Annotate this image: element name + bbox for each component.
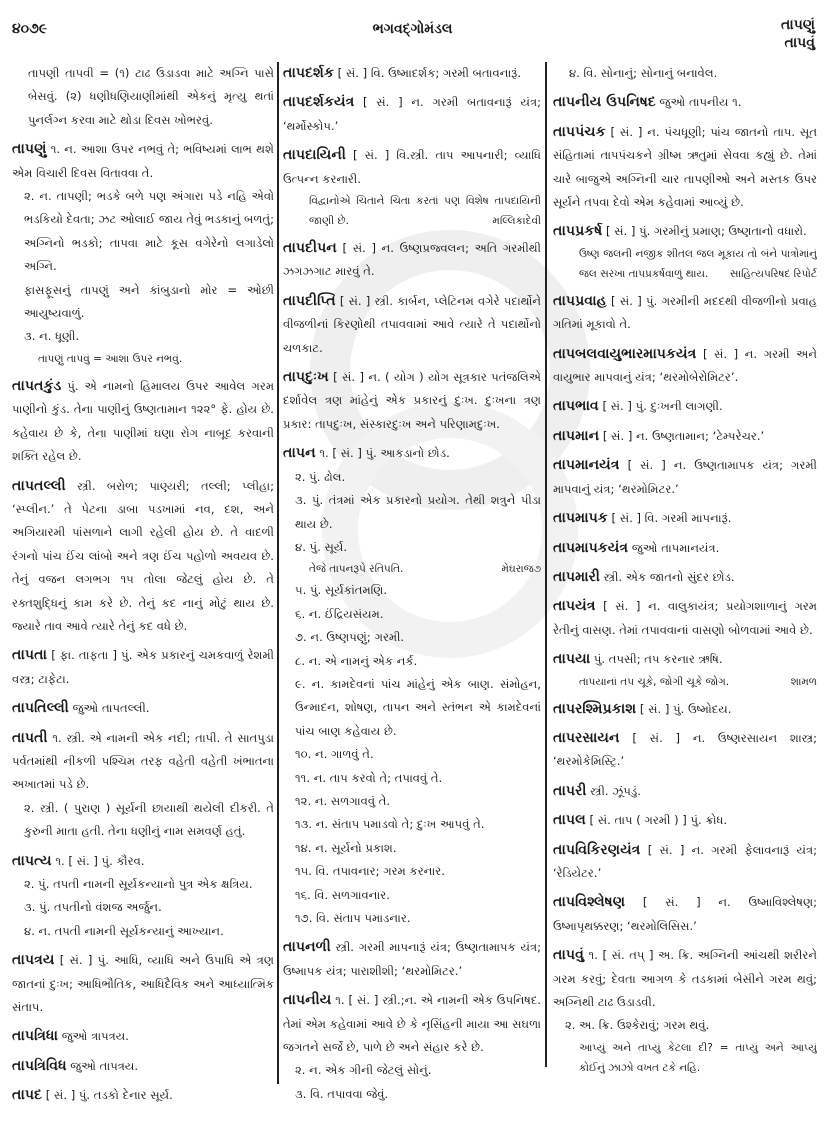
entry-sense: ૯. ન. કામદેવનાં પાંચ માંહેનું એક બાણ. સંમોહન, ઉન્માદન, શોષણ, તાપન અને સ્તંભન એ કામદેવનાં પાંચ બાણ કહેવાય છે. <box>295 676 541 738</box>
entry-headword: તાપતા <box>12 647 47 664</box>
entry-sense: ૨. પું. તપતી નામની સૂર્યકન્યાનો પુત્ર એક ક્ષત્રિય. <box>24 877 253 891</box>
entry-text: જુઓ તાપતલ્લી. <box>72 701 150 716</box>
entry-text: [ સં. ] ન. ઉષ્ણતામાપક યંત્ર; ગરમી માપવાનું યંત્ર; ‘થરમોમિટર.’ <box>553 458 817 496</box>
entry-text: [ સં. ] વિ. ગરમી માપનારૂં. <box>611 511 732 526</box>
dictionary-entry <box>12 1084 274 1102</box>
entry-definition <box>553 290 817 337</box>
dictionary-entry <box>553 454 817 501</box>
entry-definition <box>553 780 817 803</box>
entry-headword: તાપમાન <box>553 427 600 444</box>
dictionary-entry <box>283 936 541 983</box>
entry-headword: તાપરશ્મિપ્રકાશ <box>553 700 637 717</box>
dictionary-entry <box>283 237 541 284</box>
entry-headword: તાપણું <box>12 141 47 158</box>
entry-headword: તાપત્ય <box>12 852 52 869</box>
entry-sense: ૩. પું. તંત્રમાં એક પ્રકારનો પ્રયોગ. તેથી શત્રુને પીડા થાય છે. <box>295 493 541 531</box>
entry-headword: તાપભાવ <box>553 398 599 415</box>
entry-definition <box>12 697 274 720</box>
entry-sense: ૩. વિ. તપાવવા જેવું. <box>295 1086 389 1101</box>
entry-headword: તાપનળી <box>283 939 331 956</box>
dictionary-entry <box>553 595 817 642</box>
entry-sense: ૧૫. વિ. તપાવનાર; ગરમ કરનાર. <box>295 864 445 879</box>
dictionary-entry <box>283 989 541 1102</box>
dictionary-entry <box>553 648 817 691</box>
entry-text: સ્ત્રી. ગરમી માપનારૂં યંત્ર; ઉષ્ણતામાપક યંત્ર; ઉષ્માપક યંત્ર; પારાશીશી; ‘થરમોમિટર.’ <box>283 940 541 978</box>
entry-headword: તાપપ્રવાહ <box>553 292 607 309</box>
entry-sense: ૮. ન. એ નામનું એક નર્ક. <box>295 653 418 668</box>
dictionary-entry <box>553 290 817 337</box>
dictionary-entry <box>12 1025 274 1048</box>
entry-text: [ સં. ] ન. ગરમી બતાવનારૂં યંત્ર; ‘થર્મોસ્કોપ.’ <box>283 95 541 133</box>
guide-words <box>781 16 815 52</box>
entry-definition <box>553 343 817 390</box>
entry-definition <box>283 989 541 1059</box>
entry-definition <box>12 644 274 691</box>
entry-definition <box>12 727 274 797</box>
dictionary-entry <box>553 839 817 886</box>
entry-headword: તાપત્રિવિધ <box>12 1057 67 1074</box>
entry-text: જુઓ ત્રાપત્રય. <box>61 1029 129 1044</box>
quotation-source: મેઘરાજ૭ <box>501 563 541 576</box>
dictionary-entry <box>553 698 817 721</box>
entry-sense: ફાસફૂસનું તાપણું અને કાંબુડાનો મોર = ઓછી આયુષ્યવાળું. <box>24 282 274 321</box>
entry-headword: તાપત્રિધા <box>12 1028 59 1045</box>
quotation-source: મલ્લિકાદેવી <box>492 215 541 228</box>
dictionary-entry <box>12 62 274 132</box>
dictionary-entry <box>553 809 817 832</box>
entry-sense: ૨. પું. ઢોલ. <box>295 469 346 484</box>
page-header <box>0 0 825 58</box>
entry-quotation <box>553 672 817 692</box>
column-2 <box>283 62 541 1102</box>
entry-text: [ સં. ] પું. ગરમીનું પ્રમાણ; ઉષ્ણતાનો વધારો. <box>605 224 807 239</box>
entry-text: ૧. ન. આશા ઉપર નભવું તે; ભવિષ્યમાં લાભ થશે એમ વિચારી દિવસ વિતાવવા તે. <box>12 142 274 180</box>
entry-headword: તાપદર્શક <box>283 65 334 81</box>
entry-definition <box>283 366 541 436</box>
entry-text: સ્ત્રી. એક જાતનો સુંદર છોડ. <box>603 569 735 584</box>
entry-definition <box>12 1055 274 1078</box>
entry-sense: ૨. અ. ક્રિ. ઉશ્કેરાવું; ગરમ થવું. <box>565 1018 710 1033</box>
dictionary-entry <box>553 727 817 774</box>
entry-text: [ સં. ] ન. ઉષ્માવિશ્લેષણ; ઉષ્માપૃથક્કરણ; ‘થરમોલિસિસ.’ <box>553 895 817 933</box>
dictionary-entry <box>12 850 274 944</box>
quotation-text: તાપયાનાં તપ ચૂકે, જોગી ચૂકે જોગ. <box>579 675 730 688</box>
entry-sense: ૬. ન. ઈંદ્રિયસંયમ. <box>295 606 384 621</box>
entry-text: જુઓ તાપત્રય. <box>70 1058 139 1073</box>
entry-definition <box>12 138 274 185</box>
entry-sense: ૩. ન. ધૂણી. <box>24 329 80 344</box>
entry-headword: તાપવિશ્લેષણ <box>553 894 626 911</box>
entry-text: [ સં. ] સ્ત્રી. કાર્બન, પ્લેટિનમ વગેરે પદાર્થોને વીજળીનાં કિરણોથી તપાવવામાં આવે ત્યારે તે પદાર્થોનો ચળકાટ. <box>283 293 541 355</box>
dictionary-entry <box>283 290 541 360</box>
entry-definition <box>283 290 541 360</box>
entry-headword: તાપલ <box>553 812 586 829</box>
entry-text: [ સં. ] ન. ઉષ્ણપ્રજ્વલન; અતિ ગરમીથી ઝગઝગાટ મારવું તે. <box>283 241 541 279</box>
entry-headword: તાપદીપ્તિ <box>283 292 336 309</box>
entry-definition <box>283 144 541 191</box>
entry-definition <box>553 566 817 589</box>
entry-definition <box>553 121 817 215</box>
guide-word-last: તાપવું <box>784 35 815 51</box>
dictionary-entry <box>12 697 274 720</box>
dictionary-entry <box>12 644 274 691</box>
quotation-text: તાપણું તાપવું = આશા ઉપર નભવું. <box>38 352 183 365</box>
entry-headword: તાપમાપક <box>553 510 608 527</box>
quotation-source: શામળ <box>790 675 817 688</box>
entry-text: સ્ત્રી. ઝૂંપડું. <box>590 783 641 798</box>
entry-definition <box>12 949 274 1019</box>
entry-text: સ્ત્રી. બરોળ; પાણ્યરી; તલ્લી; પ્લીહા; ‘સ્પ્લીન.’ તે પેટના ડાબા પડખામાં નવ, દશ, અને અગિયારમી પાંસળાને લાગી રહેલી હોય છે. તે વાદળી રંગનો પાંચ ઈંચ લાંબો અને ત્રણ ઈંચ પહોળો અવયવ છે. તેનું વજન લગભગ ૧૫ તોલા જેટલું હોય છે. તે રક્તશુદ્ધિનું કામ કરે છે. તેનું કદ નાનું મોટું થાય છે. જ્યારે તાવ આવે ત્યારે તેનું કદ વધે છે. <box>12 478 274 633</box>
entry-text: [ સં. ] ન. ઉષ્ણરસાયન શાસ્ત્ર; ‘થરમોકેમિસ્ટ્રિ.’ <box>553 730 817 769</box>
entry-headword: તાપપ્રકર્ષ <box>553 223 603 240</box>
dictionary-entry <box>12 375 274 469</box>
entry-sense: ૨. ન. તાપણી; ભડકે બળે પણ અંગારા પડે નહિ એવો ભડકિયો દેવતા; ઝટ ઓલાઈ જાય તેવું ભડકાનું બળતું; અગ્નિનો ભડકો; તાપવા માટે કૂસ વગેરેનો લગાડેલો અગ્નિ. <box>24 189 274 274</box>
dictionary-entry <box>12 138 274 369</box>
column-divider <box>277 62 279 1084</box>
quotation-source: સાહિત્યપરિષદ રિપોર્ટ <box>730 267 817 280</box>
dictionary-entry <box>12 949 274 1019</box>
entry-text: [ સં. ] ન. વાલુકાયંત્ર; પ્રયોગશાળાનું ગરમ રેતીનું વાસણ. તેમાં તપાવવાનાં વાસણો બોળવામાં આવે છે. <box>553 599 817 637</box>
entry-quotation <box>12 349 274 369</box>
entry-text: [ સં. ] વિ. ઉષ્માદર્શક; ગરમી બતાવનારૂં. <box>337 66 522 80</box>
entry-quotation <box>283 559 541 579</box>
entry-text: પું. એ નામનો હિમાલય ઉપર આવેલ ગરમ પાણીનો કુંડ. તેના પાણીનું ઉષ્ણતામાન ૧૨૨° ફે. હોય છે. કહેવાય છે કે, તેના પાણીમાં ઘણા રોગ નાબૂદ કરવાની શક્તિ રહેલ છે. <box>12 378 274 464</box>
entry-headword: તાપતિલ્લી <box>12 700 69 717</box>
dictionary-entry <box>12 727 274 844</box>
entry-sense: ૭. ન. ઉષ્ણપણું; ગરમી. <box>295 630 405 645</box>
entry-headword: તાપયંત્ર <box>553 598 596 615</box>
dictionary-entry <box>553 566 817 589</box>
quotation-text: વિદ્વાનોએ ચિતાને ચિતા કરતાં પણ વિશેષ તાપદાયિની જાણી છે. <box>309 195 541 228</box>
dictionary-entry <box>553 91 817 114</box>
entry-definition <box>283 936 541 983</box>
entry-headword: તાપબલવાયુભારમાપકયંત્ર <box>553 345 697 362</box>
entry-text: [ સં. તાપ ( ગરમી ) ] પું. ક્રોધ. <box>589 813 728 828</box>
page-number: ૪૦૭૯ <box>12 21 48 37</box>
entry-sense: ૧૪. ન. સૂર્યનો પ્રકાશ. <box>295 840 397 855</box>
entry-definition <box>553 727 817 774</box>
entry-text: તાપણી તાપવી = (૧) ટાઢ ઉડાડવા માટે અગ્નિ પાસે બેસવું. (૨) ધણીધણિયાણીમાંથી એકનું મૃત્યુ થતાં પુનર્લગ્ન કરવા માટે થોડા દિવસ ખોભરવું. <box>28 66 274 127</box>
entry-definition <box>12 1084 274 1102</box>
entry-definition <box>553 507 817 530</box>
column-divider <box>545 62 547 1067</box>
entry-definition <box>553 698 817 721</box>
dictionary-entry <box>283 62 541 85</box>
entry-definition <box>553 839 817 886</box>
entry-headword: તાપનીય ઉપનિષદ <box>553 94 656 111</box>
entry-sense: ૧૭. વિ. સંતાપ પમાડનાર. <box>295 911 411 925</box>
entry-definition <box>553 944 817 1014</box>
entry-text: [ સં. ] પું. ગરમીની મદદથી વીજળીનો પ્રવાહ ગતિમાં મૂકાવો તે. <box>553 293 817 332</box>
entry-headword: તાપમાનયંત્ર <box>553 457 620 474</box>
book-title: ભગવદ્ગોમંડલ <box>372 21 453 37</box>
entry-definition <box>283 237 541 284</box>
entry-text: ૧. [ સં. ] પું. કૌરવ. <box>55 853 145 868</box>
entry-headword: તાપરસાયન <box>553 729 620 746</box>
dictionary-entry <box>553 507 817 530</box>
entry-headword: તાપતકુંડ <box>12 377 62 394</box>
dictionary-entry <box>553 537 817 560</box>
entry-definition <box>553 425 817 448</box>
entry-definition <box>553 395 817 418</box>
quotation-text: ઉષ્ણ જલની નજીક શીતલ જલ મૂકાય તો બંને પાત્રોમાંનું જલ સરખા તાપપ્રકર્ષવાળું થાય. <box>579 247 817 280</box>
entry-headword: તાપદર્શકયંત્ર <box>283 94 355 111</box>
entry-sense: ૧૧. ન. તાપ કરવો તે; તપાવવું તે. <box>295 770 443 785</box>
entry-text: ૧. [ સં. તપ્ ] અ. ક્રિ. અગ્નિની આંચથી શરીરને ગરમ કરવું; દેવતા આગળ કે તડકામાં બેસીને ગરમ થવું; અગ્નિથી ટાઢ ઉડાડવી. <box>553 948 817 1009</box>
entry-definition <box>553 91 817 114</box>
guide-word-first: તાપણું <box>780 17 815 33</box>
entry-headword: તાપત્રય <box>12 952 55 969</box>
dictionary-entry <box>12 1055 274 1078</box>
entry-text: પું. તપસી; તપ કરનાર ઋષિ. <box>593 652 723 667</box>
entry-definition <box>553 891 817 938</box>
dictionary-entry <box>553 780 817 803</box>
entry-text: [ ફા. તાફતા ] પું. એક પ્રકારનું ચમકવાળું રેશમી વસ્ત્ર; ટાફેટા. <box>12 648 274 686</box>
dictionary-entry <box>283 91 541 138</box>
entry-definition <box>553 220 817 243</box>
column-1 <box>12 62 274 1102</box>
entry-headword: તાપન <box>283 445 316 462</box>
entry-sense: ૧૨. ન. સળગાવવું તે. <box>295 793 391 808</box>
dictionary-entry <box>12 475 274 639</box>
dictionary-entry <box>553 62 817 85</box>
dictionary-entry <box>553 220 817 283</box>
entry-text: જુઓ તાપનીય ૧. <box>659 95 742 110</box>
quotation-text: તેજે તાપનરૂપે રતિપતિ. <box>309 563 404 576</box>
entry-text: ૧. [ સં. ] સ્ત્રી.;ન. એ નામની એક ઉપનિષદ. તેમાં એમ કહેવામાં આવે છે કે નૃસિંહની માયા આ સઘળા જગતને સર્જે છે, પાળે છે અને સંહાર કરે છે. <box>283 993 541 1055</box>
entry-text: [ સં. ] ન. પંચધૂણી; પાંચ જાતનો તાપ. સૂત સંહિતામાં તાપપંચકને ગ્રીષ્મ ઋતુમાં સેવવા કહ્યું છે. તેમાં ચારે બાજુએ અગ્નિની ચાર તાપણીઓ અને મસ્તક ઉપર સૂર્યને તપવા દેવો એમ કહેવામાં આવ્યું છે. <box>553 124 817 210</box>
entry-sense: ૫. પું. સૂર્યકાંતમણિ. <box>295 583 388 598</box>
entry-headword: તાપતી <box>12 729 48 746</box>
dictionary-entry <box>283 442 541 930</box>
entry-headword: તાપપંચક <box>553 123 606 140</box>
entry-headword: તાપતલ્લી <box>12 477 66 494</box>
entry-text: [ સં. ] ન. ગરમી ફેલાવનારૂં યંત્ર; ‘રેડિયેટર.’ <box>553 842 817 880</box>
entry-sense: ૧૩. ન. સંતાપ પમાડવો તે; દુઃખ આપવું તે. <box>295 817 485 832</box>
entry-headword: તાપયા <box>553 651 591 668</box>
entry-text: [ સં. ] વિ.સ્ત્રી. તાપ આપનારી; વ્યાધિ ઉત્પન્ન કરનારી. <box>283 148 541 186</box>
entry-definition <box>553 62 817 85</box>
dictionary-entry <box>553 343 817 390</box>
entry-definition <box>12 375 274 469</box>
entry-definition <box>553 595 817 642</box>
column-3 <box>553 62 817 1102</box>
entry-headword: તાપમાપકયંત્ર <box>553 539 629 556</box>
entry-quotation <box>553 1038 817 1078</box>
entry-definition <box>553 809 817 832</box>
entry-definition <box>283 442 541 465</box>
entry-text: જુઓ તાપમાનયંત્ર. <box>631 540 720 555</box>
entry-sense: ૪. ન. તપતી નામની સૂર્યકન્યાનું આખ્યાન. <box>24 923 224 938</box>
entry-sense: ૨. ન. એક ગીની જેટલું સોનું. <box>295 1063 432 1078</box>
entry-headword: તાપદુઃખ <box>283 369 329 386</box>
entry-sense: ૧૬. વિ. સળગાવનાર. <box>295 887 390 902</box>
entry-quotation <box>283 191 541 231</box>
dictionary-entry <box>553 121 817 215</box>
dictionary-entry <box>553 425 817 448</box>
entry-definition <box>12 475 274 639</box>
entry-headword: તાપવું <box>553 947 584 964</box>
entry-text: ૪. વિ. સોનાનું; સોનાનું બનાવેલ. <box>569 66 718 80</box>
dictionary-entry <box>553 944 817 1078</box>
dictionary-entry <box>553 395 817 418</box>
entry-headword: તાપનીય <box>283 992 332 1009</box>
entry-definition <box>12 1025 274 1048</box>
dictionary-entry <box>553 891 817 938</box>
entry-sense: ૪. પું. સૂર્ય. <box>295 539 348 554</box>
entry-definition <box>283 91 541 138</box>
entry-text: [ સં. ] પું. ઉષ્મોદય. <box>639 701 732 716</box>
entry-definition <box>553 537 817 560</box>
entry-headword: તાપદાયિની <box>283 147 346 164</box>
entry-text: [ સં. ] પું. દુઃખની લાગણી. <box>602 399 723 414</box>
entry-headword: તાપમારી <box>553 568 600 585</box>
quotation-text: આપ્યું અને તાપ્યું કેટલા દી? = તાપ્યું અને આપ્યું કોઈનું ઝાઝો વખત ટકે નહિ. <box>579 1041 817 1074</box>
entry-sense: ૧૦. ન. ગાળવું તે. <box>295 747 374 762</box>
entry-text: [ સં. ] ન. ઉષ્ણતામાન; ‘ટેમ્પરેચર.’ <box>602 428 765 443</box>
entry-headword: તાપદ <box>12 1087 43 1102</box>
entry-definition <box>553 648 817 671</box>
entry-definition <box>283 62 541 85</box>
entry-headword: તાપદીપન <box>283 240 337 257</box>
entry-text: [ સં. ] ન. ગરમી અને વાયુભાર માપવાનું યંત્ર; ‘થરમોબેરોમિટર’. <box>553 346 817 385</box>
entry-sense: ૨. સ્ત્રી. ( પુરાણ ) સૂર્યની છાયાથી થયેલી દીકરી. તે કુરુની માતા હતી. તેના ધણીનું નામ સમવર્ણ હતું. <box>24 800 274 839</box>
entry-headword: તાપરી <box>553 782 587 799</box>
entry-definition <box>553 454 817 501</box>
entry-definition <box>12 62 274 132</box>
entry-text: [ સં. ] ન. ( યોગ ) યોગ સૂત્રકાર પતંજલિએ દર્શાવેલ ત્રણ માંહેનું એક પ્રકારનું દુઃખ. દુઃખના ત્રણ પ્રકાર: તાપદુઃખ, સંસ્કારદુઃખ અને પરિણામદુઃખ. <box>283 370 541 431</box>
entry-text: [ સં. ] પું. આધિ, વ્યાધિ અને ઉપાધિ એ ત્રણ જાતનાં દુઃખ; આધિભૌતિક, આધિદૈવિક અને આધ્યાત્મિક સંતાપ. <box>12 953 274 1015</box>
entry-quotation <box>553 244 817 284</box>
dictionary-entry <box>283 144 541 231</box>
dictionary-entry <box>283 366 541 436</box>
entry-headword: તાપવિકિરણયંત્ર <box>553 841 641 858</box>
entry-sense: ૩. પું. તપતીનો વંશજ અર્જુન. <box>24 900 162 915</box>
entry-text: ૧. સ્ત્રી. એ નામની એક નદી; તાપી. તે સાતપુડા પર્વતમાંથી નીકળી પશ્ચિમ તરફ વહેતી વહેતી ખંભાતના અખાતમાં પડે છે. <box>12 730 274 792</box>
entry-text: [ સં. ] પું. તડકો દેનાર સૂર્ય. <box>45 1088 173 1102</box>
entry-definition <box>12 850 274 873</box>
entry-text: ૧. [ સં. ] પું. આકડાનો છોડ. <box>319 446 450 461</box>
